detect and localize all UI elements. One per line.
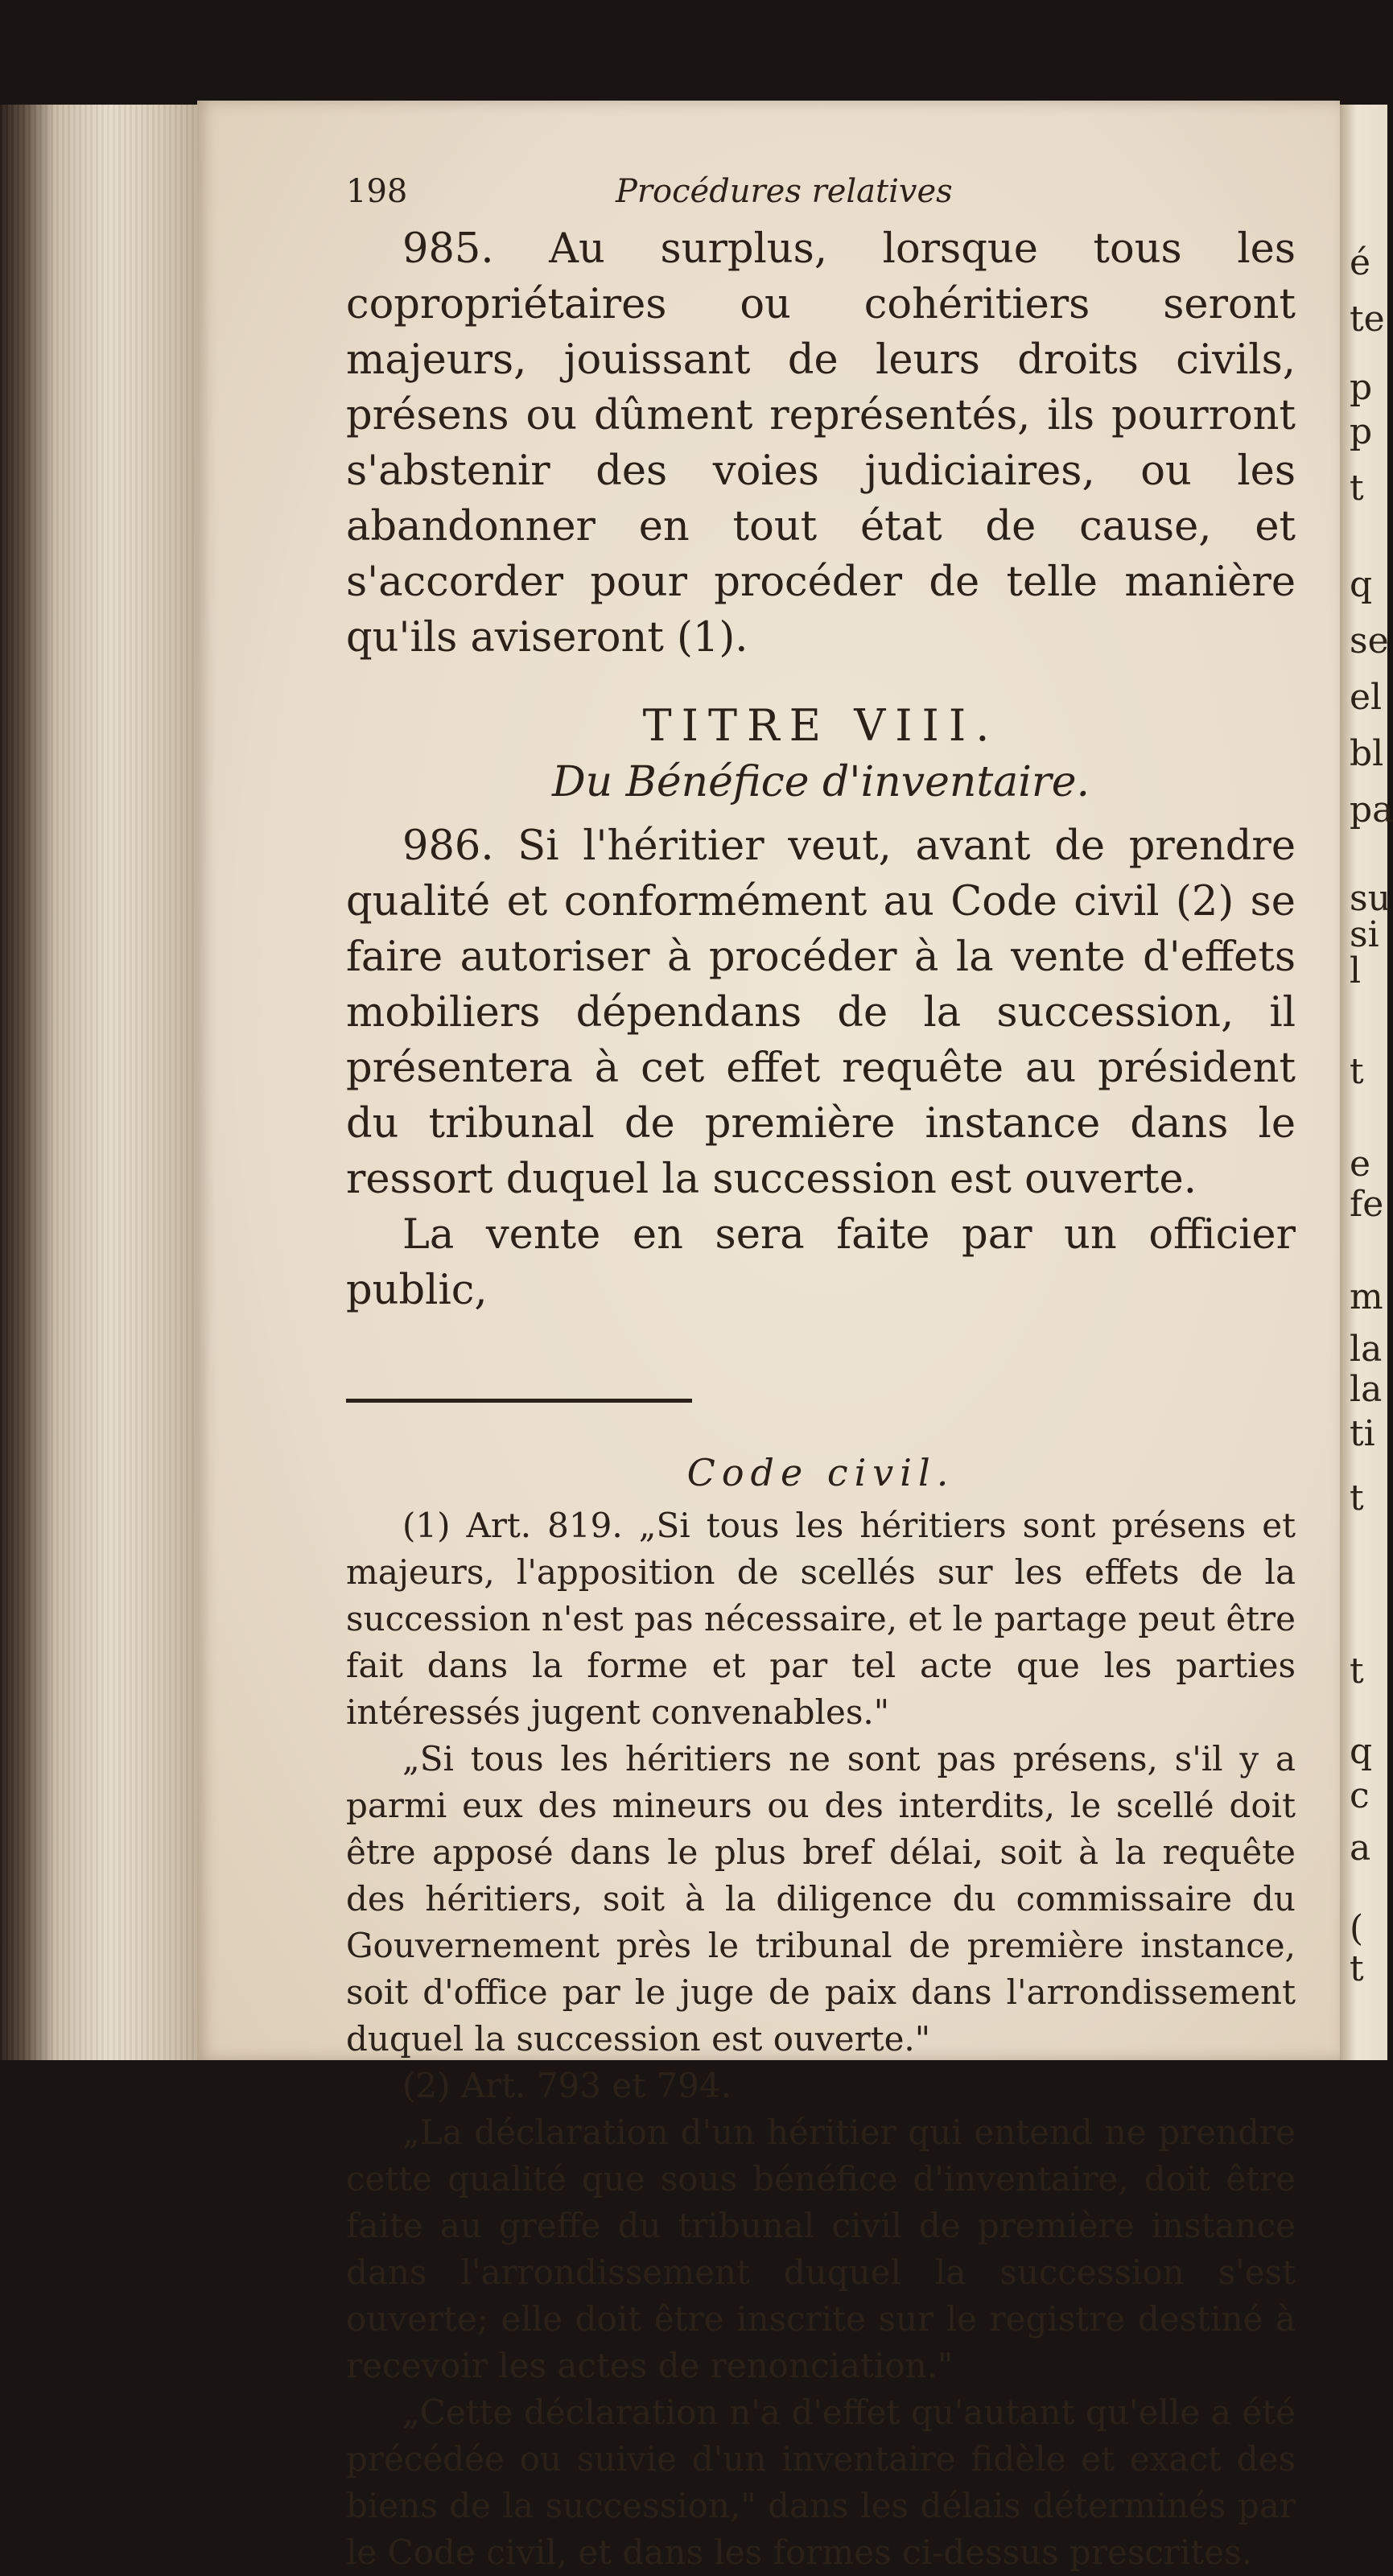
facing-glyph: se	[1350, 620, 1389, 662]
facing-glyph: q	[1350, 1731, 1373, 1772]
facing-glyph: el	[1350, 677, 1383, 718]
footnote-rule	[346, 1399, 692, 1403]
page-number: 198	[346, 173, 408, 210]
facing-glyph: m	[1350, 1276, 1383, 1317]
facing-glyph: é	[1350, 242, 1371, 283]
facing-glyph: t	[1350, 1051, 1364, 1092]
facing-glyph: fe	[1350, 1184, 1384, 1225]
facing-glyph: bl	[1350, 733, 1384, 774]
facing-glyph: t	[1350, 468, 1364, 509]
footnote-1-continued: „Si tous les héritiers ne sont pas présens, s'il y a parmi eux des mineurs ou des interdits, le scellé doit être apposé dans le plus bref délai, soit à la requête des héritiers, soit à la diligence du commissaire du Gouvernement près le tribunal de première instance, soit d'office par le juge de paix dans l'arrondissement duquel la succession est ouverte."	[346, 1739, 1296, 2059]
facing-glyph: t	[1350, 1651, 1364, 1692]
section-title: TITRE VIII.	[642, 700, 999, 751]
page-header	[346, 173, 1296, 221]
facing-glyph: ti	[1350, 1413, 1375, 1454]
running-head: Procédures relatives	[616, 173, 953, 210]
facing-glyph: (	[1350, 1908, 1364, 1949]
footnote-2: (2) Art. 793 et 794.	[402, 2066, 732, 2105]
facing-glyph: l	[1350, 950, 1362, 991]
facing-glyph: su	[1350, 878, 1391, 919]
facing-glyph: t	[1350, 1948, 1364, 1989]
facing-glyph: c	[1350, 1775, 1370, 1816]
footnote-2-quote: „La déclaration d'un héritier qui entend ne prendre cette qualité que sous bénéfice d'inventaire, doit être faite au greffe du tribunal civil de première instance dans l'arrondissement duquel la succession s'est ouverte; elle doit être inscrite sur le registre destiné à recevoir les actes de renonciation."	[346, 2112, 1296, 2385]
facing-page-fragment	[1340, 105, 1393, 2060]
facing-glyph: p	[1350, 411, 1373, 452]
facing-glyph: q	[1350, 564, 1373, 605]
facing-glyph: la	[1350, 1369, 1383, 1410]
book-page-edges	[0, 105, 197, 2060]
footnote-2-quote-continued: „Cette déclaration n'a d'effet qu'autant qu'elle a été précédée ou suivie d'un inventaire fidèle et exact des biens de la succession," dans les délais déterminés par le Code civil, et dans les formes ci-dessus prescrites.	[346, 2393, 1296, 2572]
facing-glyph: e	[1350, 1144, 1371, 1185]
facing-glyph: a	[1350, 1828, 1371, 1869]
facing-glyph: pa	[1350, 789, 1393, 831]
article-986: 986. Si l'héritier veut, avant de prendre qualité et conformément au Code civil (2) se faire autoriser à procéder à la vente d'effets mobiliers dépendans de la succession, il présentera à cet effet requête au président du tribunal de première instance dans le ressort duquel la succession est ouverte.	[346, 822, 1296, 1203]
facing-glyph: la	[1350, 1329, 1383, 1370]
article-985: 985. Au surplus, lorsque tous les copropriétaires ou cohéritiers seront majeurs, jouissant de leurs droits civils, présens ou dûment représentés, ils pourront s'abstenir des voies judiciaires, ou les abandonner en tout état de cause, et s'accorder pour procéder de telle manière qu'ils aviseront (1).	[346, 225, 1296, 662]
page-content	[346, 173, 1296, 2576]
notes-heading: Code civil.	[686, 1451, 955, 1494]
section-subtitle: Du Bénéfice d'inventaire.	[551, 758, 1090, 806]
article-986-continuation: La vente en sera faite par un officier public,	[346, 1211, 1296, 1314]
footnote-1: (1) Art. 819. „Si tous les héritiers sont présens et majeurs, l'apposition de scellés sur les effets de la succession n'est pas nécessaire, et le partage peut être fait dans la forme et par tel acte que les parties intéressés jugent convenables."	[346, 1506, 1296, 1732]
facing-glyph: si	[1350, 914, 1379, 955]
facing-glyph: te	[1350, 299, 1385, 340]
facing-glyph: t	[1350, 1478, 1364, 1519]
facing-glyph: p	[1350, 367, 1373, 408]
